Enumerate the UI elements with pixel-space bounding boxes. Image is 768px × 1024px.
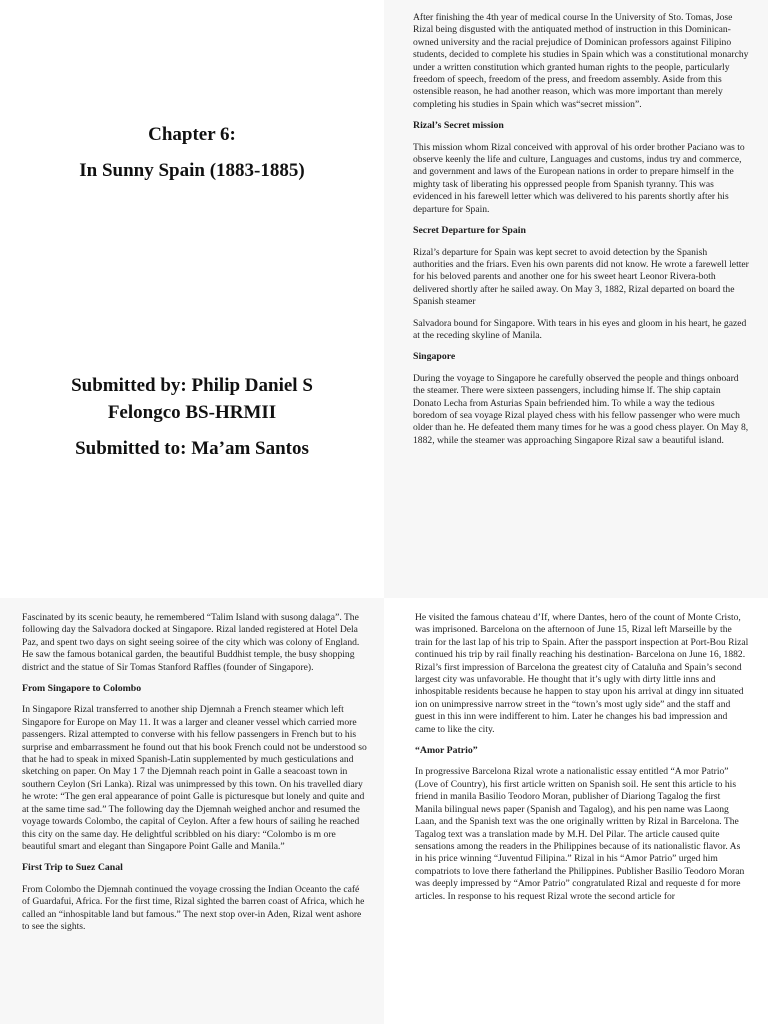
page-bottom-left bbox=[0, 598, 384, 1024]
paragraph-secret-mission: This mission whom Rizal conceived with approval of his order brother Paciano was to observe keenly the life and culture, Languages and customs, indus try and commerce, and government and laws of the European nations in order to prepare himself in the mighty task of liberating his oppressed people from Spanish tyranny. This was evidenced in his farewell letter which was delivered to his parents shortly after his departure for Spain. bbox=[413, 141, 745, 215]
paragraph-colombo: In Singapore Rizal transferred to another ship Djemnah a French steamer which left Singapore for Europe on May 11. It was a larger and cleaner vessel which carried more passengers. Rizal attempted to converse with his fellow passengers in French but to his surprise and embarrassment he found out that his book French could not be understood so that he had to speak in mixed Spanish-Latin supplemented by much gesticulations and sketching on paper. On May 1 7 the Djemnah reach point in Galle a seacoast town in southern Ceylon (Sri Lanka). Rizal was unimpressed by this town. On his travelled diary he wrote: “The gen eral appearance of point Galle is picturesque but lonely and quite and at the same time sad.” The following day the Djemnah weighed anchor and resumed the voyage towards Colombo, the capital of Ceylon. After a few hours of sailing he reached this city on the same day. He delightful scribbled on his diary: “Colombo is m ore beautiful smart and elegant than Singapore Point Galle and Manila.” bbox=[22, 704, 367, 852]
heading-singapore: Singapore bbox=[413, 351, 456, 363]
heading-secret-departure: Secret Departure for Spain bbox=[413, 225, 526, 237]
chapter-title: In Sunny Spain (1883-1885) bbox=[79, 160, 305, 181]
paragraph-suez: From Colombo the Djemnah continued the voyage crossing the Indian Oceanto the café of Guardafui, Africa. For the first time, Rizal sighted the barren coast of Africa, which he called an “inhospitable land but famous.” The next stop over-in Aden, Rizal went ashore to see the sights. bbox=[22, 883, 365, 932]
paragraph-intro: After finishing the 4th year of medical course In the University of Sto. Tomas, Jose Rizal being disgusted with the antiquated method of instruction in this Dominican-owned university and the racial prejudice of Dominican professors against Filipino students, decided to complete his studies in Spain which was a constitutional monarchy under a written constitution which granted human rights to the people, particularly freedom of speech, freedom of the press, and freedom assembly. Aside from this ostensible reason, he had another reason, which was more important than merely completing his studies in Spain which was“secret mission”. bbox=[413, 12, 749, 110]
chapter-heading: Chapter 6: bbox=[148, 124, 236, 145]
heading-amor-patrio: “Amor Patrio” bbox=[415, 745, 478, 757]
heading-suez: First Trip to Suez Canal bbox=[22, 862, 123, 874]
paragraph-amor-patrio: In progressive Barcelona Rizal wrote a nationalistic essay entitled “A mor Patrio” (Love of Country), his first article written on Spanish soil. He sent this article to his friend in manila Basilio Teodoro Moran, publisher of Diariong Tagalog the first Manila bilingual news paper (Spanish and Tagalog), and his pen name was Laong Laan, and the Spanish text was the one originally written by Rizal in Barcelona. The Tagalog text was a translation made by M.H. Del Pilar. The article caused quite sensations among the readers in the Philippines because of its nationalistic flavor. As in his price winning “Juventud Filipina.” Rizal in his “Amor Patrio” urged him compatriots to love there fatherland the Philippines. Publisher Basilio Teodoro Moran was deeply impressed by “Amor Patrio” congratulated Rizal and requeste d for more articles. In response to his request Rizal wrote the second article for bbox=[415, 766, 745, 902]
heading-colombo: From Singapore to Colombo bbox=[22, 683, 142, 695]
submitted-to: Submitted to: Ma’am Santos bbox=[75, 438, 309, 459]
submitted-by-line1: Submitted by: Philip Daniel S bbox=[71, 375, 313, 396]
cover-page bbox=[0, 0, 384, 598]
paragraph-marseille: He visited the famous chateau d’If, where Dantes, hero of the count of Monte Cristo, was imprisoned. Barcelona on the afternoon of June 15, Rizal left Marseille by the train for the last lap of his trip to Spain. After the passport inspection at Port-Bou Rizal continued his trip by rail finally reaching his destination- Barcelona on June 16, 1882. Rizal’s first impression of Barcelona the greatest city of Cataluña and Spain’s second largest city was unfavorable. He thought that it’s ugly with dirty little inns and inhospitable residents because he happen to stay upon his arrival at dingy inn situated ion on unimpressive narrow street in the “town’s most ugly side” and the staff and guest in this inn were indifferent to him. Later he changes his bad impression and came to like the city. bbox=[415, 612, 749, 735]
paragraph-departure: Rizal’s departure for Spain was kept secret to avoid detection by the Spanish authorities and the friars. Even his own parents did not know. He wrote a farewell letter for his beloved parents and another one for his sweet heart Leonor Rivera-both delivered shortly after he sailed away. On May 3, 1882, Rizal departed on board the Spanish steamer bbox=[413, 246, 749, 308]
text-column bbox=[22, 612, 368, 942]
paragraph-talim: Fascinated by its scenic beauty, he remembered “Talim Island with susong dalaga”. The following day the Salvadora docked at Singapore. Rizal landed registered at Hotel Dela Paz, and spent two days on sight seeing soiree of the city which was colony of England. He saw the famous botanical garden, the beautiful Buddhist temple, the busy shopping district and the statue of Sir Tomas Stanford Raffles (founder of Singapore). bbox=[22, 612, 360, 673]
page-bottom-right bbox=[384, 598, 768, 1024]
paragraph-salvadora: Salvadora bound for Singapore. With tears in his eyes and gloom in his heart, he gazed at the receding skyline of Manila. bbox=[413, 317, 747, 341]
submitted-by-line2: Felongco BS-HRMII bbox=[107, 402, 277, 423]
text-column bbox=[413, 12, 749, 456]
heading-secret-mission: Rizal’s Secret mission bbox=[413, 120, 504, 132]
text-column bbox=[415, 612, 749, 912]
paragraph-singapore: During the voyage to Singapore he carefully observed the people and things onboard the steamer. There were sixteen passengers, including himse lf. The ship captain Donato Lecha from Asturias Spain befriended him. To while a way the tedious boredom of sea voyage Rizal played chess with his fellow passenger who were much older than he. He defeated them many times for he was a good chess player. On May 8, 1882, while the steamer was approaching Singapore Rizal saw a beautiful island. bbox=[413, 372, 749, 446]
page-top-right bbox=[384, 0, 768, 598]
